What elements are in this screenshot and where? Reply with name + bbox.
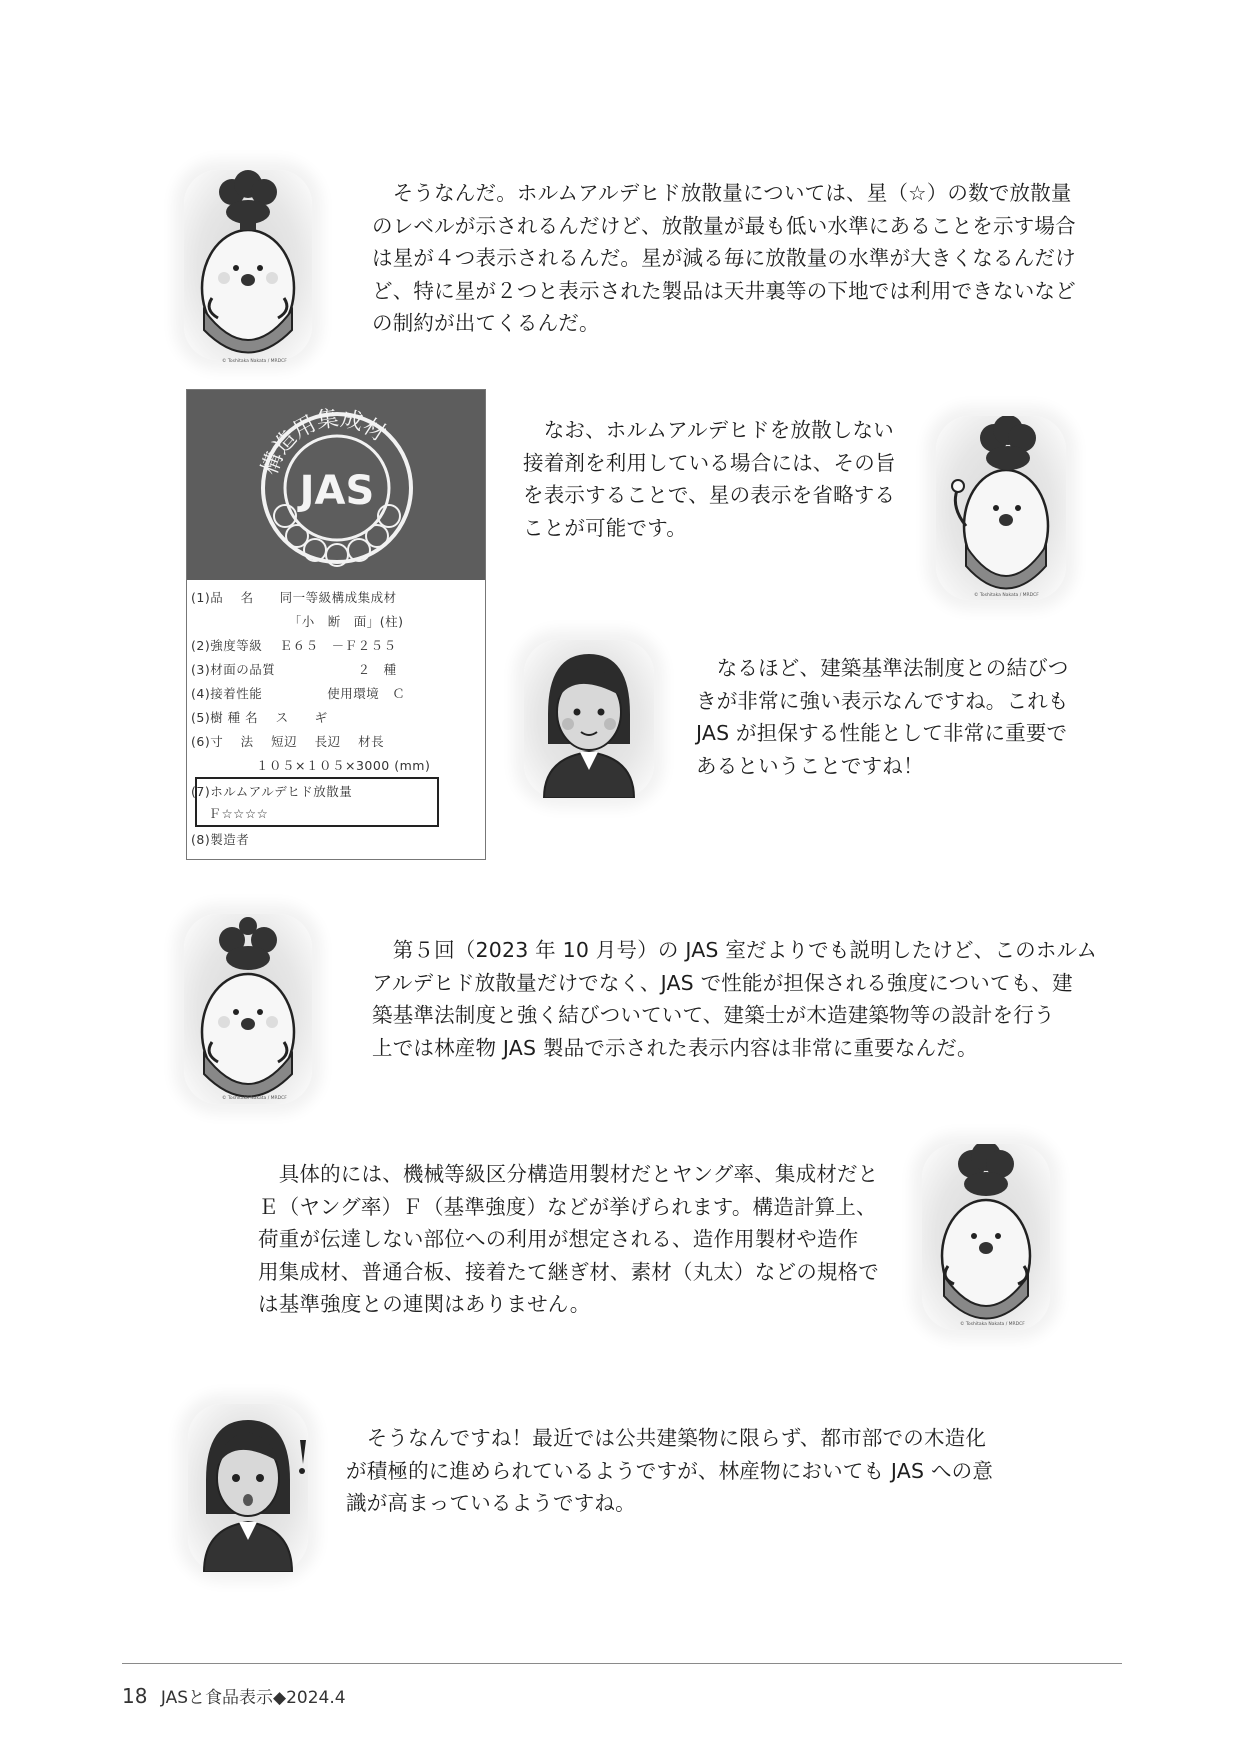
jas-seal-icon: [247, 398, 427, 573]
illustration-credit: © Toshitaka Nakata / MRDCF: [960, 1322, 1025, 1327]
label-row: (2)強度等級 Ｅ６５ －Ｆ２５５: [191, 638, 397, 653]
woman-avatar: [524, 640, 654, 798]
dialogue-mascot-2: [523, 414, 896, 544]
text-line: そうなんだ。ホルムアルデヒド放散量については、星（☆）の数で放散量: [372, 181, 1072, 205]
text-line: アルデヒド放散量だけでなく、JAS で性能が担保される強度についても、建: [372, 970, 1073, 995]
illustration-credit: © Toshitaka Nakata / MRDCF: [222, 1096, 287, 1101]
mascot-character-icon: [184, 170, 312, 360]
text-line: 築基準法制度と強く結びついていて、建築士が木造建築物等の設計を行う: [372, 1003, 1055, 1027]
text-line: 具体的には、機械等級区分構造用製材だとヤング率、集成材だと: [258, 1162, 879, 1186]
mascot-avatar: [184, 914, 312, 1104]
dialogue-mascot-1: [372, 177, 1076, 340]
text-line: 接着剤を利用している場合には、その旨: [523, 450, 896, 475]
label-row: Ｆ☆☆☆☆: [191, 806, 269, 821]
page-footer: [122, 1683, 346, 1708]
text-line: 上では林産物 JAS 製品で示された表示内容は非常に重要なんだ。: [372, 1035, 978, 1060]
text-line: が積極的に進められているようですが、林産物においても JAS への意: [346, 1458, 994, 1483]
page-number: 18: [122, 1684, 148, 1708]
text-line: 識が高まっているようですね。: [346, 1491, 636, 1515]
businesswoman-icon: [524, 640, 654, 798]
label-row: １０５×１０５×3000 (mm): [191, 758, 431, 773]
text-line: なお、ホルムアルデヒドを放散しない: [523, 418, 894, 442]
label-row: (8)製造者: [191, 832, 250, 847]
mascot-avatar: [922, 1144, 1050, 1330]
illustration-credit: © Toshitaka Nakata / MRDCF: [222, 359, 287, 364]
text-line: 用集成材、普通合板、接着たて継ぎ材、素材（丸太）などの規格で: [258, 1259, 879, 1284]
exclamation-icon: [292, 1438, 312, 1478]
label-row: 「小 断 面」(柱): [191, 614, 404, 629]
text-line: を表示することで、星の表示を省略する: [523, 483, 896, 507]
text-line: ど、特に星が２つと表示された製品は天井裏等の下地では利用できないなど: [372, 278, 1076, 303]
mascot-avatar: [184, 170, 312, 360]
text-line: ことが可能です。: [523, 515, 687, 540]
mascot-character-icon: [184, 914, 312, 1104]
label-header: [187, 390, 485, 580]
mascot-character-icon: [936, 416, 1066, 600]
illustration-credit: © Toshitaka Nakata / MRDCF: [974, 593, 1039, 598]
dialogue-woman-1: [696, 652, 1069, 782]
publication-name: JASと食品表示◆2024.4: [160, 1688, 346, 1708]
text-line: 荷重が伝達しない部位への利用が想定される、造作用製材や造作: [258, 1227, 859, 1251]
seal-jas-text: JAS: [299, 468, 375, 514]
text-line: の制約が出てくるんだ。: [372, 311, 600, 335]
label-row: (1)品 名 同一等級構成集成材: [191, 590, 397, 605]
text-line: 第５回（2023 年 10 月号）の JAS 室だよりでも説明したけど、このホルム: [372, 938, 1098, 962]
mascot-character-icon: [922, 1144, 1050, 1330]
text-line: そうなんですね！最近では公共建築物に限らず、都市部での木造化: [346, 1426, 987, 1450]
label-row: (7)ホルムアルデヒド放散量: [191, 784, 353, 799]
label-row: (6)寸 法 短辺 長辺 材長: [191, 734, 385, 749]
businesswoman-icon: [188, 1404, 308, 1572]
label-row: (5)樹 種 名 ス ギ: [191, 710, 328, 725]
dialogue-mascot-3: [372, 934, 1097, 1064]
label-row: (3)材面の品質 ２ 種: [191, 662, 397, 677]
text-line: は基準強度との連関はありません。: [258, 1292, 591, 1316]
seal-arc-text: 構造用集成材: [257, 406, 391, 479]
text-line: きが非常に強い表示なんですね。これも: [696, 688, 1069, 713]
woman-avatar: [188, 1404, 308, 1572]
text-line: なるほど、建築基準法制度との結びつ: [696, 656, 1069, 680]
dialogue-mascot-4: [258, 1158, 879, 1321]
footer-divider: [122, 1663, 1122, 1664]
text-line: JAS が担保する性能として非常に重要で: [696, 721, 1068, 745]
text-line: のレベルが示されるんだけど、放散量が最も低い水準にあることを示す場合: [372, 213, 1076, 238]
label-row: (4)接着性能 使用環境 Ｃ: [191, 686, 406, 701]
label-body: [187, 580, 485, 859]
text-line: Ｅ（ヤング率）Ｆ（基準強度）などが挙げられます。構造計算上、: [258, 1194, 877, 1219]
text-line: は星が４つ表示されるんだ。星が減る毎に放散量の水準が大きくなるんだけ: [372, 246, 1076, 270]
mascot-avatar: [936, 416, 1066, 600]
jas-label-photo: [186, 389, 486, 860]
dialogue-woman-2: [346, 1422, 993, 1520]
text-line: あるということですね！: [696, 753, 924, 778]
